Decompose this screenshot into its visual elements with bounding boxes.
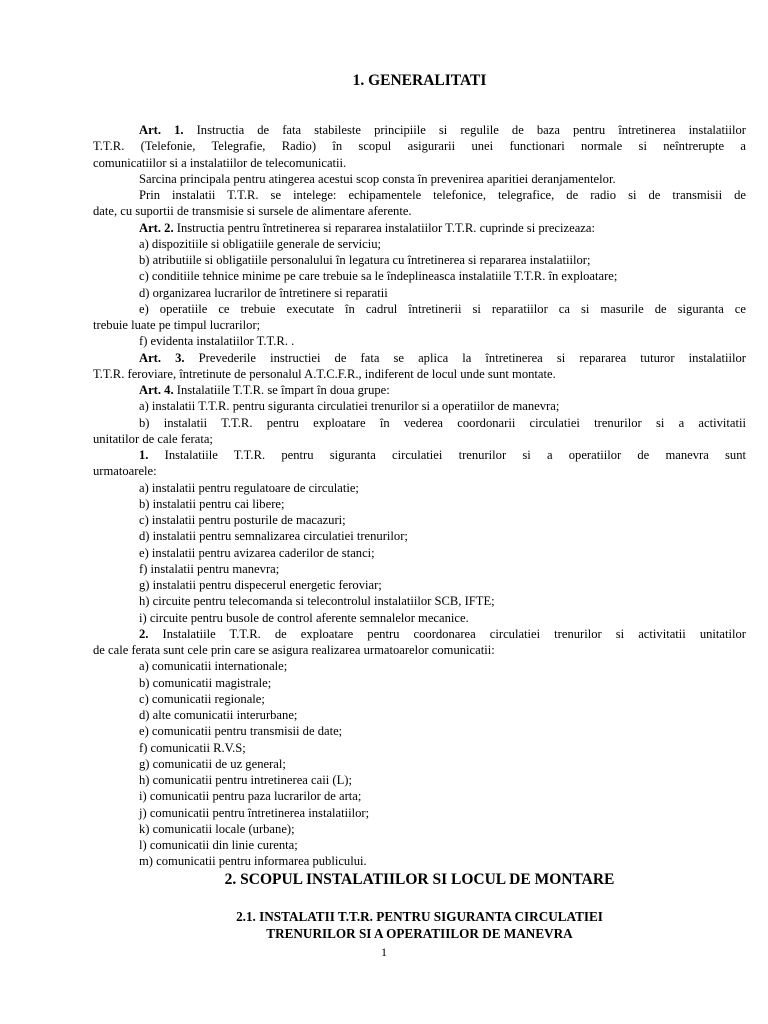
art4-item-a: a) instalatii T.T.R. pentru siguranta circulatiei trenurilor si a operatiilor de manevra; bbox=[139, 399, 560, 414]
group1-item: e) instalatii pentru avizarea caderilor de stanci; bbox=[139, 545, 375, 560]
art2-number: Art. 2. bbox=[139, 220, 174, 235]
group2-item: l) comunicatii din linie curenta; bbox=[139, 838, 298, 852]
group2-item: i) comunicatii pentru paza lucrarilor de arta; bbox=[139, 789, 362, 804]
group1-item: d) instalatii pentru semnalizarea circulatiei trenurilor; bbox=[139, 529, 408, 544]
subsection-2-1-title bbox=[93, 908, 746, 942]
group2-item: d) alte comunicatii interurbane; bbox=[139, 708, 298, 722]
paragraph-prin-line-2: date, cu suportii de transmisie si sursele de alimentare aferente. bbox=[93, 204, 412, 219]
group2-text-1: Instalatiile T.T.R. de exploatare pentru coordonarea circulatiei trenurilor si activitatii unitatilor bbox=[148, 626, 746, 641]
group1-item: a) instalatii pentru regulatoare de circulatie; bbox=[139, 480, 359, 495]
group2-item: c) comunicatii regionale; bbox=[139, 691, 265, 706]
art4-text: Instalatiile T.T.R. se împart în doua grupe: bbox=[173, 383, 390, 397]
art3-number: Art. 3. bbox=[139, 350, 185, 365]
art2-item-b: b) atributiile si obligatiile personalului în legatura cu întretinerea si repararea instalatiilor; bbox=[139, 253, 591, 267]
group1-item: h) circuite pentru telecomanda si telecontrolul instalatiilor SCB, IFTE; bbox=[139, 594, 495, 609]
subsection-line-2: TRENURILOR SI A OPERATIILOR DE MANEVRA bbox=[266, 925, 573, 941]
group2-item: f) comunicatii R.V.S; bbox=[139, 740, 246, 755]
art3-line-2: T.T.R. feroviare, întretinute de personalul A.T.C.F.R., indiferent de locul unde sunt montate. bbox=[93, 366, 556, 381]
group1-item: c) instalatii pentru posturile de macazuri; bbox=[139, 513, 346, 527]
group2-item: a) comunicatii internationale; bbox=[139, 659, 288, 674]
group2-item: j) comunicatii pentru întretinerea instalatiilor; bbox=[139, 805, 370, 820]
group2-item: h) comunicatii pentru intretinerea caii (L); bbox=[139, 773, 352, 787]
group2-line-2: de cale ferata sunt cele prin care se asigura realizarea urmatoarelor comunicatii: bbox=[93, 643, 495, 657]
group1-text-1: Instalatiile T.T.R. pentru siguranta circulatiei trenurilor si a operatiilor de manevra sunt bbox=[148, 448, 746, 462]
art2-item-e-line-2: trebuie luate pe timpul lucrarilor; bbox=[93, 318, 261, 332]
subsection-line-1: 2.1. INSTALATII T.T.R. PENTRU SIGURANTA CIRCULATIEI bbox=[236, 908, 603, 924]
art3-text-1: Prevederile instructiei de fata se aplica la întretinerea si repararea tuturor instalatiilor bbox=[184, 350, 747, 365]
group2-item: g) comunicatii de uz general; bbox=[139, 756, 286, 771]
group2-number: 2. bbox=[139, 626, 149, 641]
art2-item-d: d) organizarea lucrarilor de întretinere si reparatii bbox=[139, 285, 388, 300]
art1-line-2: T.T.R. (Telefonie, Telegrafie, Radio) în scopul asigurarii unei functionari normale si neîntrerupte a bbox=[93, 139, 746, 154]
art1-text-1: Instructia de fata stabileste principiile si regulile de baza pentru întretinerea instalatiilor bbox=[183, 123, 746, 137]
group1-item: b) instalatii pentru cai libere; bbox=[139, 496, 285, 511]
group1-item: g) instalatii pentru dispecerul energetic feroviar; bbox=[139, 578, 382, 592]
art2-item-e-line-1: e) operatiile ce trebuie executate în cadrul întretinerii si reparatiilor ca si masurile de siguranta ce bbox=[139, 301, 746, 316]
paragraph-sarcina: Sarcina principala pentru atingerea acestui scop consta în prevenirea aparitiei deranjamentelor. bbox=[139, 171, 616, 186]
art4-line bbox=[93, 382, 746, 398]
art2-text: Instructia pentru întretinerea si repararea instalatiilor T.T.R. cuprinde si precizeaza: bbox=[173, 220, 595, 235]
group1-number: 1. bbox=[139, 448, 149, 462]
group1-item: i) circuite pentru busole de control aferente semnalelor mecanice. bbox=[139, 610, 469, 625]
art1-line-3: comunicatiilor si a instalatiilor de telecomunicatii. bbox=[93, 155, 347, 170]
group1-item: f) instalatii pentru manevra; bbox=[139, 561, 280, 576]
group2-item: e) comunicatii pentru transmisii de date; bbox=[139, 724, 343, 739]
section-2-title: 2. SCOPUL INSTALATIILOR SI LOCUL DE MONTARE bbox=[224, 870, 615, 888]
art3-line-1 bbox=[93, 350, 746, 366]
page-number: 1 bbox=[381, 945, 387, 959]
group1-line-1 bbox=[93, 447, 746, 463]
art4-item-b-line-1: b) instalatii T.T.R. pentru exploatare în vederea coordonarii circulatiei trenurilor si a activitatii bbox=[139, 415, 746, 430]
art1-number: Art. 1. bbox=[139, 123, 184, 137]
group2-item: b) comunicatii magistrale; bbox=[139, 675, 272, 690]
art2-line bbox=[93, 220, 746, 236]
group2-line-1 bbox=[93, 626, 746, 642]
paragraph-prin-line-1: Prin instalatii T.T.R. se intelege: echipamentele telefonice, telegrafice, de radio si de transmisii de bbox=[139, 188, 746, 202]
art4-number: Art. 4. bbox=[139, 383, 174, 397]
group1-line-2: urmatoarele: bbox=[93, 464, 157, 479]
chapter-title: 1. GENERALITATI bbox=[352, 72, 487, 89]
art4-item-b-line-2: unitatilor de cale ferata; bbox=[93, 431, 213, 446]
art2-item-f: f) evidenta instalatiilor T.T.R. . bbox=[139, 334, 295, 349]
group2-item: k) comunicatii locale (urbane); bbox=[139, 821, 295, 836]
group2-item: m) comunicatii pentru informarea publicului. bbox=[139, 854, 367, 869]
art2-item-a: a) dispozitiile si obligatiile generale de serviciu; bbox=[139, 236, 381, 251]
art1-line-1 bbox=[93, 122, 746, 138]
art2-item-c: c) conditiile tehnice minime pe care trebuie sa le îndeplineasca instalatiile T.T.R. în exploatare; bbox=[139, 269, 618, 284]
